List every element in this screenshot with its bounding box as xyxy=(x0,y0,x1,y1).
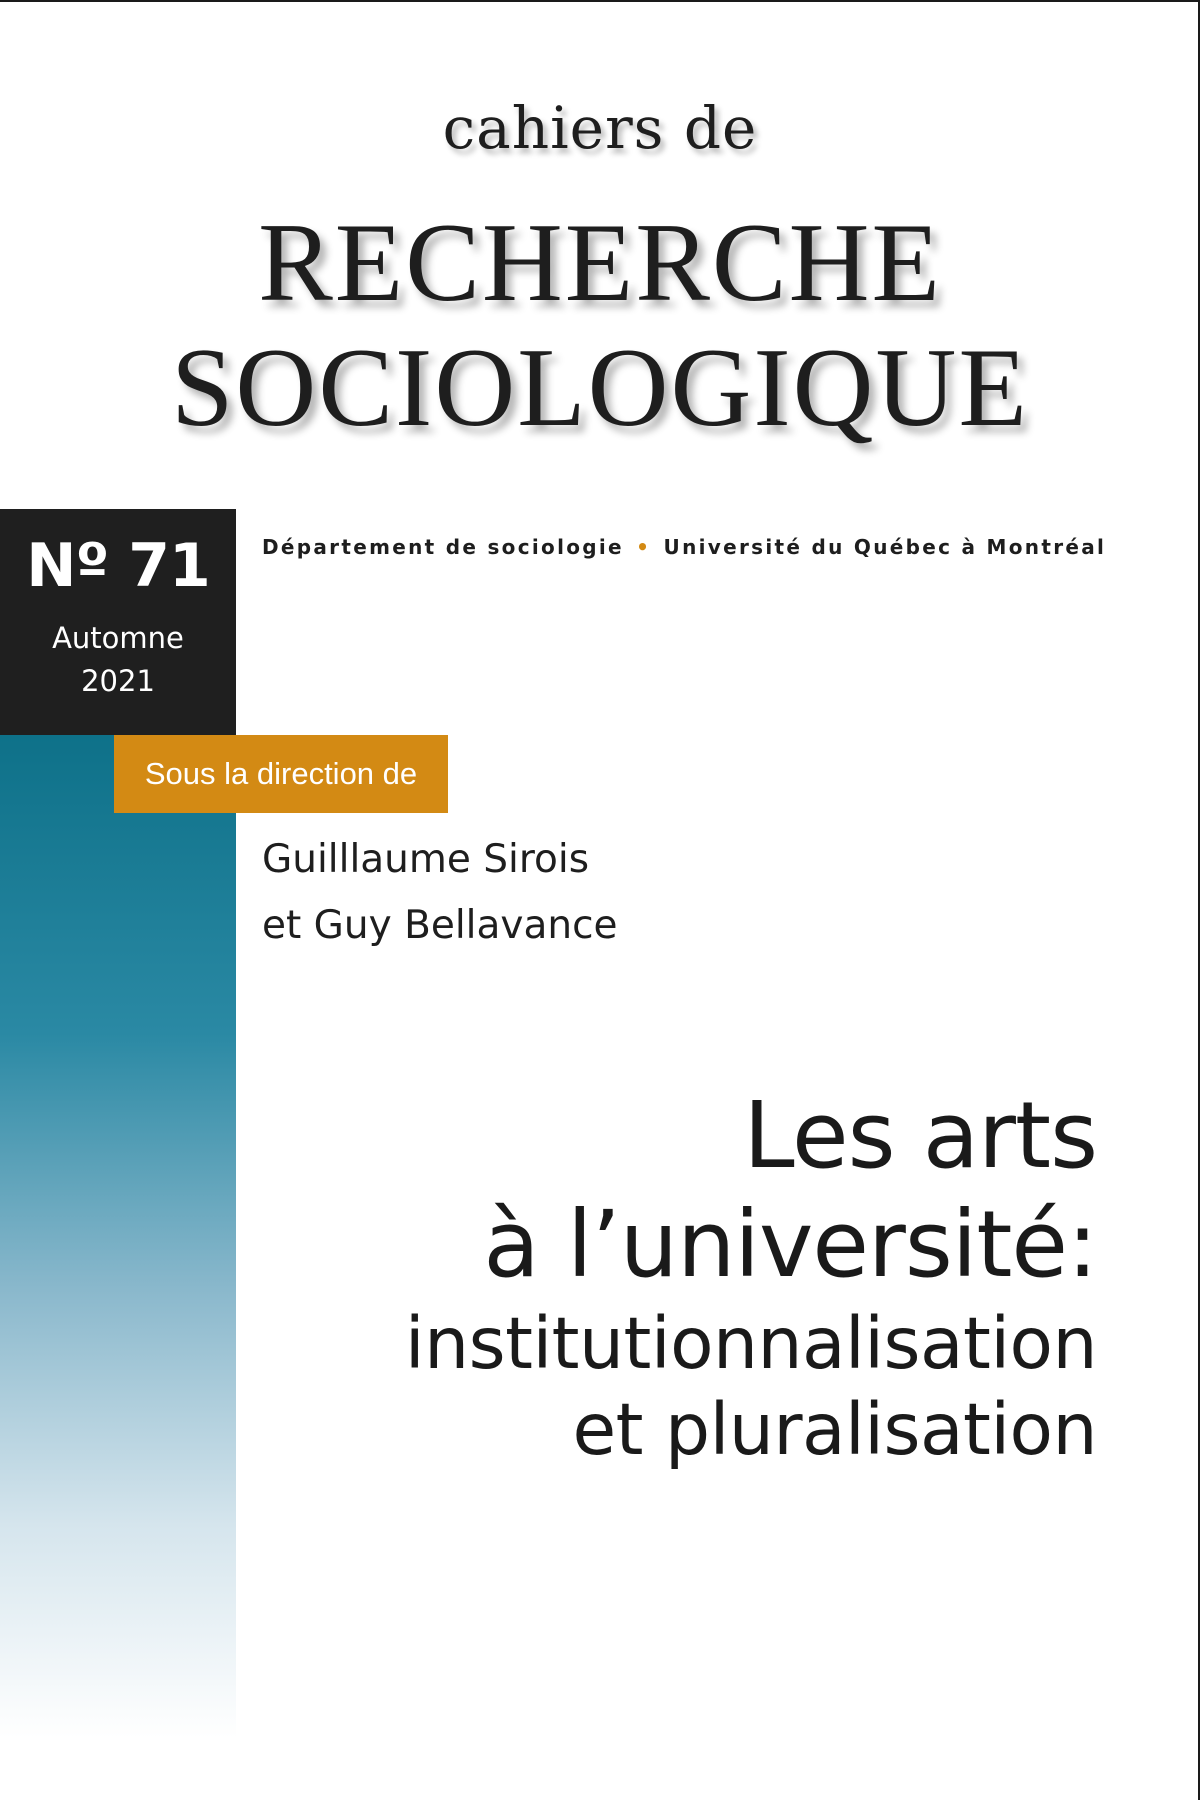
issue-year: 2021 xyxy=(81,664,155,698)
direction-label: Sous la direction de xyxy=(114,735,448,813)
decorative-gradient-bar xyxy=(0,735,236,1800)
editors xyxy=(262,827,618,960)
affiliation-line xyxy=(262,535,1182,559)
journal-name-line-2: SOCIOLOGIQUE xyxy=(171,326,1029,450)
bullet-separator: • xyxy=(636,535,652,559)
issue-number: Nº 71 xyxy=(26,531,210,601)
issue-season: Automne xyxy=(52,621,184,655)
editor-line-2: et Guy Bellavance xyxy=(262,903,618,949)
issue-title xyxy=(405,1082,1097,1472)
title-line-1: Les arts xyxy=(743,1082,1097,1189)
issue-box xyxy=(0,509,236,735)
title-line-4: et pluralisation xyxy=(572,1388,1097,1472)
title-line-3: institutionnalisation xyxy=(404,1302,1097,1386)
journal-name-prefix: cahiers de xyxy=(442,94,758,162)
journal-name-line-1: RECHERCHE xyxy=(258,201,942,325)
university-name: Université du Québec à Montréal xyxy=(663,535,1107,559)
title-line-2: à l’université: xyxy=(483,1190,1097,1298)
department-name: Département de sociologie xyxy=(262,535,624,559)
editor-line-1: Guilllaume Sirois xyxy=(262,837,590,882)
